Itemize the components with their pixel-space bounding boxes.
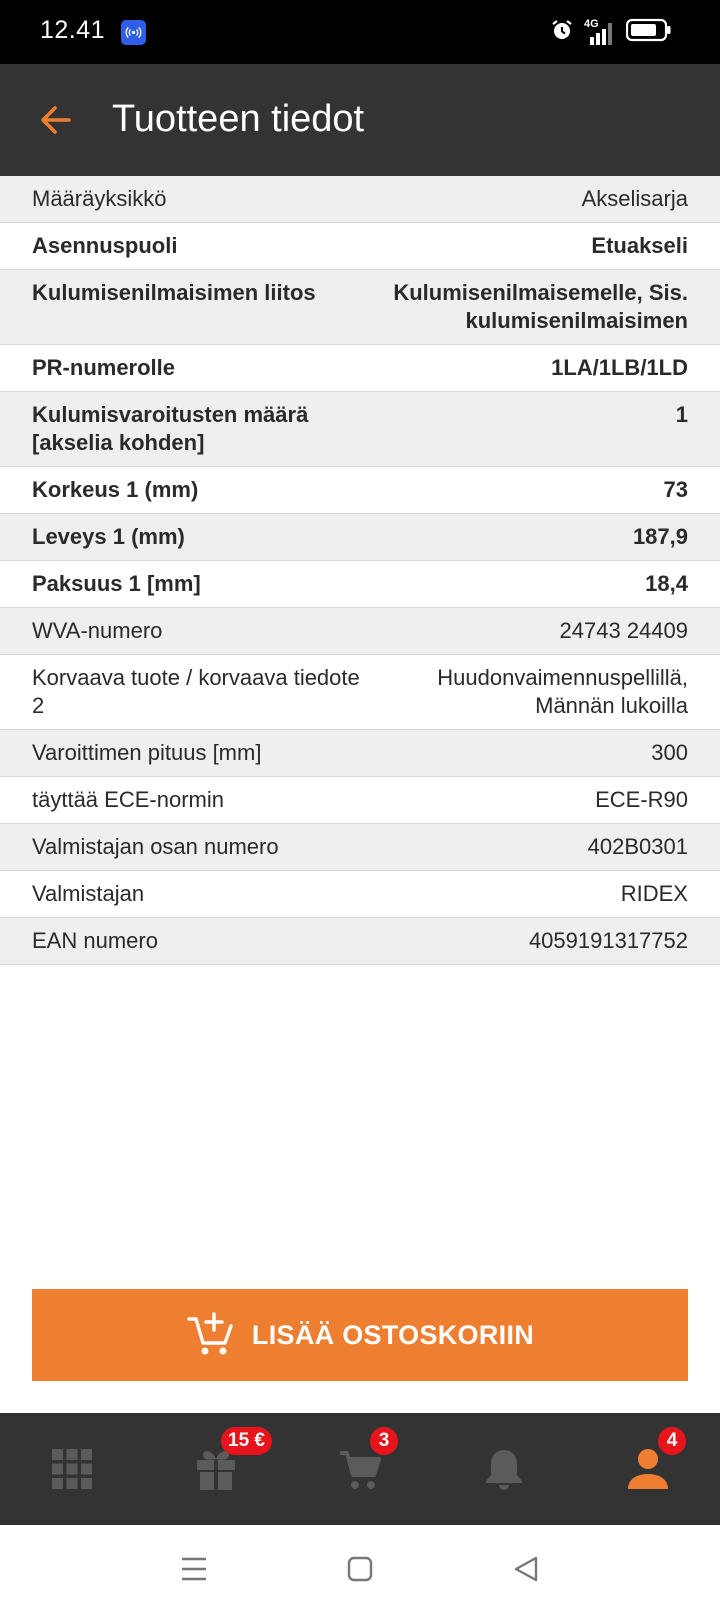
page-title: Tuotteen tiedot: [112, 98, 365, 140]
battery-icon: [626, 18, 672, 47]
spec-value: RIDEX: [620, 881, 688, 906]
spec-row: [0, 730, 720, 777]
spec-label: Leveys 1 (mm): [32, 524, 185, 549]
spec-label: Asennuspuoli: [32, 233, 178, 258]
nav-cart[interactable]: [288, 1413, 432, 1525]
nav-notifications[interactable]: [432, 1413, 576, 1525]
profile-badge: 4: [658, 1427, 686, 1455]
square-icon: [347, 1556, 373, 1582]
spec-value: 300: [651, 740, 688, 765]
spec-value: Etuakseli: [591, 233, 688, 258]
spec-row: [0, 223, 720, 270]
status-time: 12.41: [40, 16, 106, 44]
spec-row: [0, 514, 720, 561]
nav-catalog[interactable]: [0, 1413, 144, 1525]
recents-button[interactable]: [176, 1551, 212, 1587]
spec-value: Huudonvaimennuspellillä, Männän lukoilla: [437, 665, 688, 718]
signal-icon: [584, 17, 616, 45]
spec-row: [0, 561, 720, 608]
spec-value: Akselisarja: [581, 186, 688, 211]
spec-label: Määräyksikkö: [32, 186, 167, 211]
spec-label: Kulumisenilmaisimen liitos: [32, 280, 316, 305]
hotspot-icon: [121, 20, 146, 45]
spec-value: Kulumisenilmaisemelle, Sis. kulumisenilmaisimen: [393, 280, 688, 333]
cart-badge: 3: [370, 1427, 398, 1455]
spec-value: 18,4: [645, 571, 688, 596]
nav-gift[interactable]: [144, 1413, 288, 1525]
bell-icon: [483, 1447, 525, 1491]
spec-label: Kulumisvaroitusten määrä [akselia kohden]: [32, 402, 309, 455]
spec-label: WVA-numero: [32, 618, 163, 643]
spec-label: Paksuus 1 [mm]: [32, 571, 201, 596]
spec-row: [0, 392, 720, 467]
spec-value: 1LA/1LB/1LD: [551, 355, 688, 380]
alarm-icon: [550, 18, 574, 47]
triangle-back-icon: [513, 1555, 539, 1583]
nav-profile[interactable]: [576, 1413, 720, 1525]
spec-value: 402B0301: [587, 834, 688, 859]
spec-label: Valmistajan osan numero: [32, 834, 279, 859]
spec-value: 1: [675, 402, 688, 427]
system-nav: [0, 1525, 720, 1612]
person-icon: [626, 1447, 670, 1491]
bottom-nav: [0, 1413, 720, 1525]
back-system-button[interactable]: [508, 1551, 544, 1587]
spec-row: [0, 871, 720, 918]
network-type: 4G: [584, 17, 599, 30]
spec-row: [0, 824, 720, 871]
spec-value: 24743 24409: [559, 618, 688, 643]
product-spec-table: [0, 176, 720, 965]
spec-value: 73: [663, 477, 688, 502]
cart-icon: [338, 1447, 382, 1491]
spec-label: Varoittimen pituus [mm]: [32, 740, 262, 765]
back-button[interactable]: [30, 94, 82, 146]
menu-icon: [180, 1556, 208, 1582]
spec-row: [0, 270, 720, 345]
spec-value: 4059191317752: [528, 928, 688, 953]
spec-label: Korvaava tuote / korvaava tiedote 2: [32, 665, 360, 718]
gift-badge: 15 €: [221, 1427, 272, 1455]
spec-value: ECE-R90: [595, 787, 688, 812]
arrow-left-icon: [38, 102, 74, 138]
add-to-cart-label: LISÄÄ OSTOSKORIIN: [251, 1319, 535, 1350]
spec-label: Korkeus 1 (mm): [32, 477, 199, 502]
cart-plus-icon: [186, 1310, 236, 1360]
spec-label: täyttää ECE-normin: [32, 787, 224, 812]
app-bar: [0, 64, 720, 176]
grid-icon: [51, 1448, 93, 1490]
home-button[interactable]: [342, 1551, 378, 1587]
spec-row: [0, 176, 720, 223]
spec-label: Valmistajan: [32, 881, 145, 906]
status-icons: [550, 18, 672, 47]
spec-label: EAN numero: [32, 928, 158, 953]
add-to-cart-button[interactable]: [32, 1289, 688, 1381]
status-bar: [0, 0, 720, 64]
spec-label: PR-numerolle: [32, 355, 176, 380]
spec-row: [0, 777, 720, 824]
spec-row: [0, 608, 720, 655]
spec-row: [0, 345, 720, 392]
spec-row: [0, 918, 720, 965]
spec-value: 187,9: [632, 524, 688, 549]
spec-row: [0, 655, 720, 730]
spec-row: [0, 467, 720, 514]
